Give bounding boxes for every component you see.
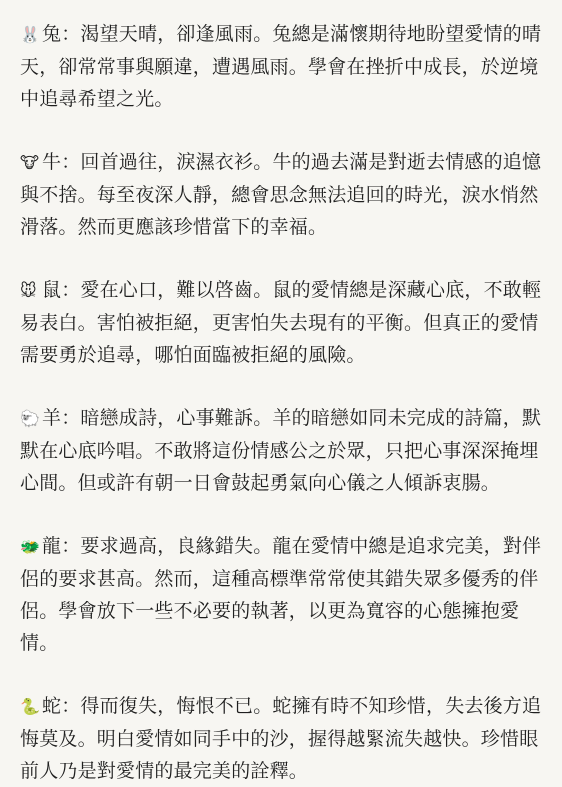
paragraph-rat [20,274,546,371]
dragon-face-icon: 🐲 [20,537,41,556]
paragraph-text: 蛇：得而復失，悔恨不已。蛇擁有時不知珍惜，失去後方追悔莫及。明白愛情如同手中的沙，握得越緊流失越快。珍惜眼前人乃是對愛情的最完美的詮釋。 [20,695,542,782]
paragraph-goat [20,402,546,499]
paragraph-text: 龍：要求過高，良緣錯失。龍在愛情中總是追求完美，對伴侶的要求甚高。然而，這種高標準常常使其錯失眾多優秀的伴侶。學會放下一些不必要的執著，以更為寬容的心態擁抱愛情。 [20,535,542,654]
paragraph-text: 鼠：愛在心口，難以啓齒。鼠的愛情總是深藏心底，不敢輕易表白。害怕被拒絕，更害怕失去現有的平衡。但真正的愛情需要勇於追尋，哪怕面臨被拒絕的風險。 [20,279,542,366]
mouse-face-icon: 🐭 [20,281,37,300]
paragraph-text: 牛：回首過往，淚濕衣衫。牛的過去滿是對逝去情感的追憶與不捨。每至夜深人靜，總會思念無法追回的時光，淚水悄然滑落。然而更應該珍惜當下的幸福。 [20,151,542,238]
snake-icon: 🐍 [20,697,41,716]
paragraph-dragon [20,530,546,659]
rabbit-face-icon: 🐰 [20,25,41,44]
sheep-icon: 🐑 [20,409,41,428]
paragraph-rabbit [20,18,546,115]
cow-face-icon: 🐮 [20,153,40,172]
paragraph-text: 羊：暗戀成詩，心事難訴。羊的暗戀如同未完成的詩篇，默默在心底吟唱。不敢將這份情感公之於眾，只把心事深深掩埋心間。但或許有朝一日會鼓起勇氣向心儀之人傾訴衷腸。 [20,407,542,494]
paragraph-snake [20,690,546,787]
paragraph-text: 兔：渴望天晴，卻逢風雨。兔總是滿懷期待地盼望愛情的晴天，卻常常事與願違，遭遇風雨。學會在挫折中成長，於逆境中追尋希望之光。 [20,23,542,110]
paragraph-ox [20,146,546,243]
